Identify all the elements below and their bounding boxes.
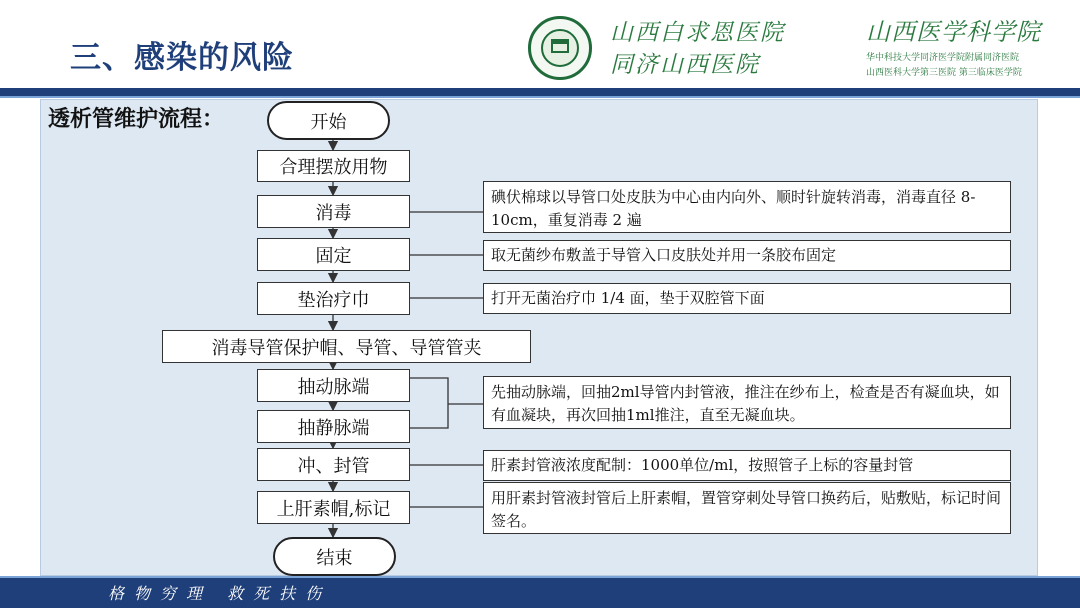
hospital2-name-line1: 山西医学科学院 bbox=[866, 18, 1041, 46]
note-heparin-cap: 用肝素封管液封管后上肝素帽，置管穿刺处导管口换药后，贴敷贴，标记时间签名。 bbox=[483, 482, 1011, 534]
footer-motto: 格物穷理 救死扶伤 bbox=[108, 584, 332, 603]
step-disinfect-cap: 消毒导管保护帽、导管、导管管夹 bbox=[162, 330, 531, 363]
header-divider-accent bbox=[0, 96, 1080, 98]
step-draw-artery: 抽动脉端 bbox=[257, 369, 410, 402]
hospital1-name-line1: 山西白求恩医院 bbox=[610, 20, 785, 46]
step-end: 结束 bbox=[273, 537, 396, 576]
hospital1-name-line2: 同济山西医院 bbox=[610, 52, 760, 78]
step-draw-vein: 抽静脉端 bbox=[257, 410, 410, 443]
hospital2-name-line3: 山西医科大学第三医院 第三临床医学院 bbox=[866, 68, 1022, 78]
hospital2-name-line2: 华中科技大学同济医学院附属同济医院 bbox=[866, 53, 1020, 63]
hospital-seal-logo bbox=[528, 16, 592, 80]
note-flush: 肝素封管液浓度配制：1000单位/ml，按照管子上标的容量封管 bbox=[483, 450, 1011, 481]
header-divider bbox=[0, 88, 1080, 96]
step-fix: 固定 bbox=[257, 238, 410, 271]
step-disinfect: 消毒 bbox=[257, 195, 410, 228]
note-towel: 打开无菌治疗巾 1/4 面，垫于双腔管下面 bbox=[483, 283, 1011, 314]
step-prepare-supplies: 合理摆放用物 bbox=[257, 150, 410, 182]
note-fix: 取无菌纱布敷盖于导管入口皮肤处并用一条胶布固定 bbox=[483, 240, 1011, 271]
step-heparin-cap-mark: 上肝素帽,标记 bbox=[257, 491, 410, 524]
slide-title: 三、感染的风险 bbox=[70, 40, 294, 76]
step-flush-seal: 冲、封管 bbox=[257, 448, 410, 481]
step-start: 开始 bbox=[267, 101, 390, 140]
step-place-towel: 垫治疗巾 bbox=[257, 282, 410, 315]
note-draw-blood: 先抽动脉端，回抽2ml导管内封管液，推注在纱布上，检查是否有凝血块，如有血凝块，再次回抽1ml推注，直至无凝血块。 bbox=[483, 376, 1011, 429]
note-disinfect: 碘伏棉球以导管口处皮肤为中心由内向外、顺时针旋转消毒，消毒直径 8-10cm，重复消毒 2 遍 bbox=[483, 181, 1011, 233]
flow-heading: 透析管维护流程： bbox=[48, 107, 225, 132]
